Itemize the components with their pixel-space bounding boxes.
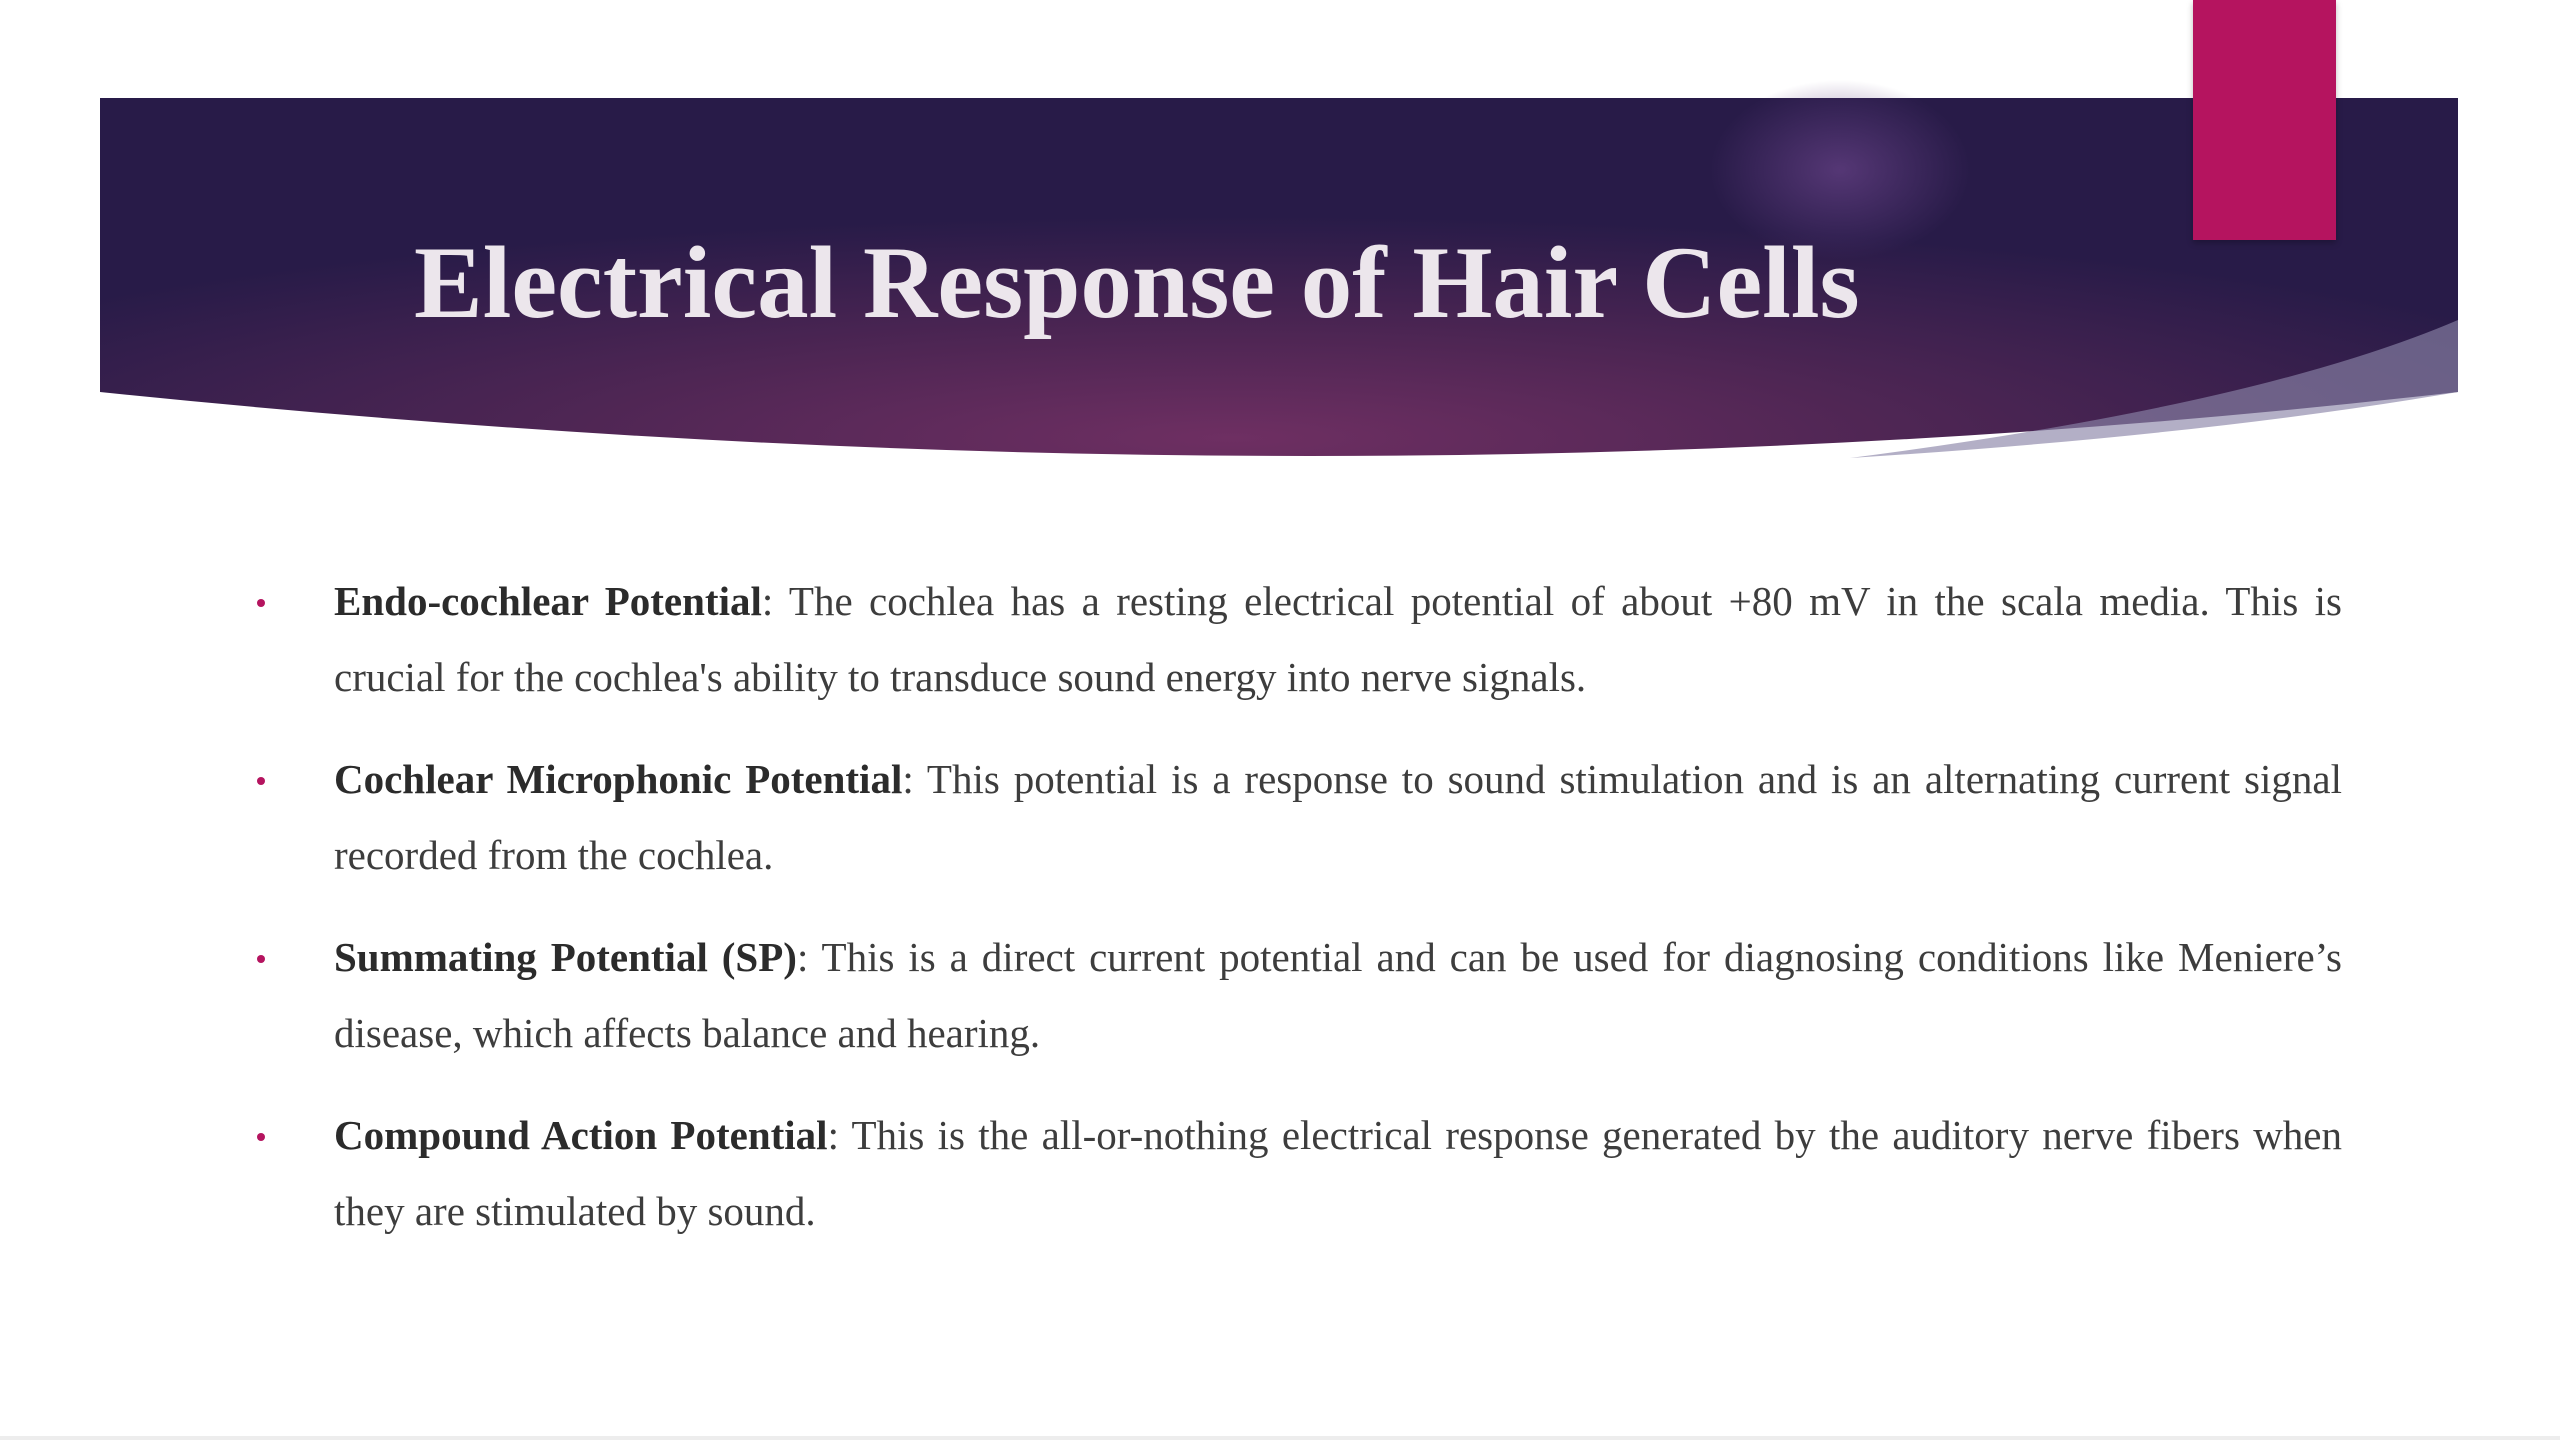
bullet-text: : The cochlea has a resting electrical potential of about +80 mV in the scala media. This is crucial for the cochlea's ability to transduce sound energy into nerve signals. — [334, 578, 2343, 700]
bullet-item-summating — [257, 919, 2342, 1071]
slide-title: Electrical Response of Hair Cells — [414, 226, 1860, 340]
bottom-divider — [0, 1436, 2560, 1440]
accent-tab — [2193, 0, 2336, 240]
bullet-text: : This potential is a response to sound stimulation and is an alternating current signal recorded from the cochlea. — [334, 756, 2342, 878]
bullet-term: Compound Action Potential — [334, 1112, 828, 1158]
bullet-item-cochlear-microphonic — [257, 741, 2342, 893]
bullet-item-compound-action — [257, 1097, 2342, 1249]
bullet-term: Endo-cochlear Potential — [334, 578, 762, 624]
bullet-dot-icon — [257, 955, 265, 963]
bullet-text: : This is a direct current potential and can be used for diagnosing conditions like Meniere’s disease, which affects balance and hearing. — [334, 934, 2342, 1056]
bullet-text: : This is the all-or-nothing electrical response generated by the auditory nerve fibers when they are stimulated by sound. — [334, 1112, 2343, 1234]
bullet-dot-icon — [257, 1133, 265, 1141]
bullet-item-endocochlear — [257, 563, 2342, 715]
bullet-term: Summating Potential (SP) — [334, 934, 797, 980]
bullet-dot-icon — [257, 599, 265, 607]
bullet-term: Cochlear Microphonic Potential — [334, 756, 903, 802]
bullet-dot-icon — [257, 777, 265, 785]
bullet-list — [257, 563, 2342, 1275]
